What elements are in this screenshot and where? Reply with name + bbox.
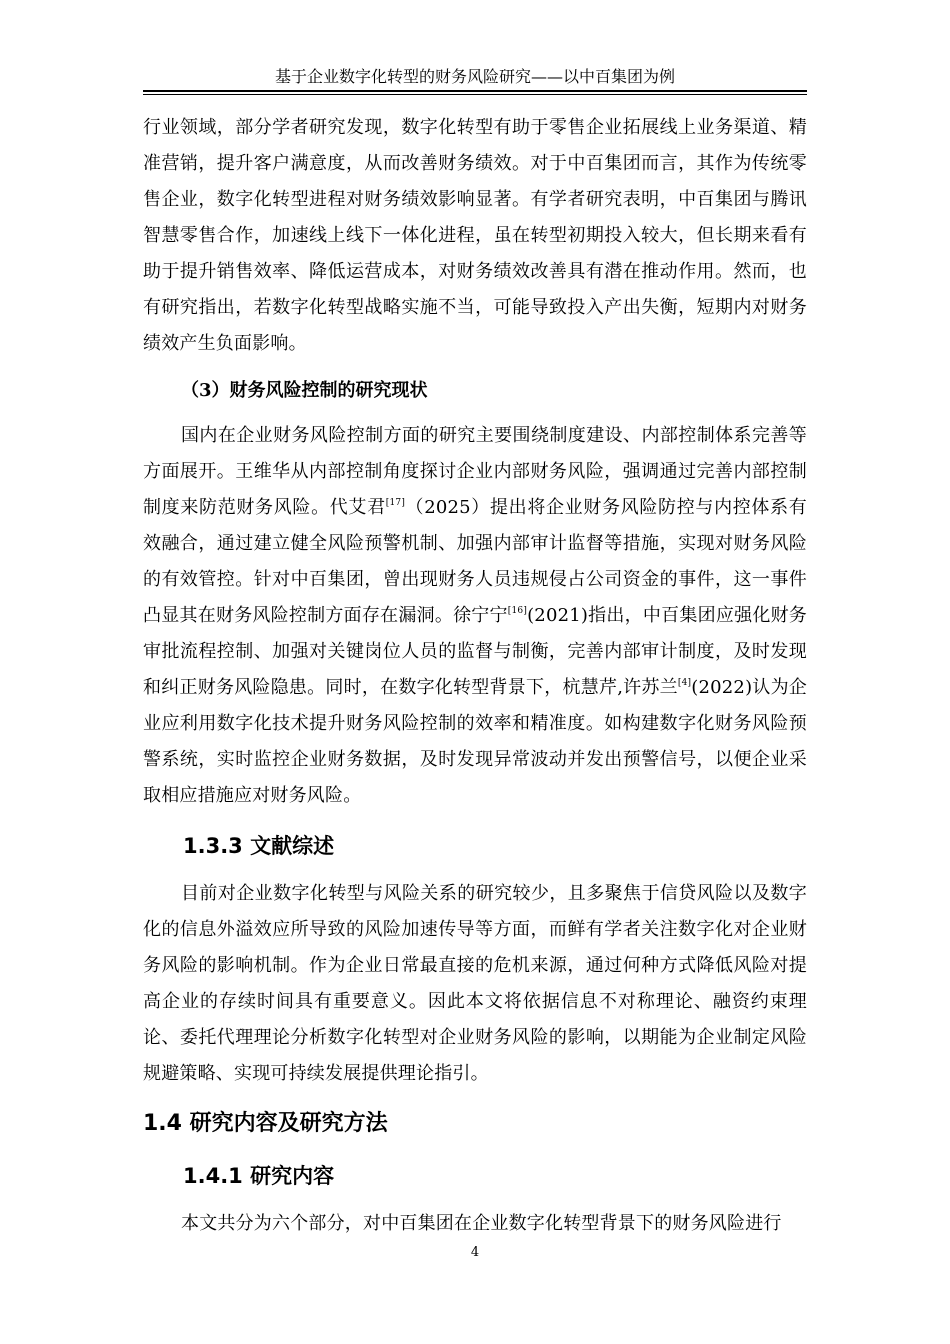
heading-research-content-methods: 1.4 研究内容及研究方法 <box>143 1111 388 1136</box>
heading-literature-review: 1.3.3 文献综述 <box>183 834 335 858</box>
header-rule <box>143 90 807 92</box>
text-segment: (2021)指出，中百集团应强化财务审批流程控制、加强对关键岗位人员的监督与制衡，完善内部审计制度，及时发现和纠正财务风险隐患。同时，在数字化转型背景下，杭慧芹,许苏兰 <box>143 605 808 698</box>
text-segment: （2025）提出将企业财务风险防控与内控体系有效融合，通过建立健全风险预警机制、加强内部审计监督等措施，实现对财务风险的有效管控。针对中百集团，曾出现财务人员违规侵占公司资金的事件，这一事件凸显其在财务风险控制方面存在漏洞。徐宁宁 <box>143 497 807 626</box>
text-segment: (2022)认为企业应利用数字化技术提升财务风险控制的效率和精准度。如构建数字化财务风险预警系统，实时监控企业财务数据，及时发现异常波动并发出预警信号，以便企业采取相应措施应对财务风险。 <box>143 677 808 806</box>
running-header: 基于企业数字化转型的财务风险研究——以中百集团为例 <box>274 67 675 86</box>
paragraph-research-content: 本文共分为六个部分，对中百集团在企业数字化转型背景下的财务风险进行 <box>181 1213 782 1234</box>
subheading-risk-control-status: （3）财务风险控制的研究现状 <box>181 380 428 401</box>
header-rule-thin <box>143 94 807 95</box>
paragraph-risk-control <box>143 418 807 814</box>
document-body <box>143 110 807 1242</box>
text-segment: 国内在企业财务风险控制方面的研究主要围绕制度建设、内部控制体系完善等方面展开。王维华从内部控制角度探讨企业内部财务风险，强调通过完善内部控制制度来防范财务风险。代艾君 <box>143 425 807 518</box>
paragraph-literature-review: 目前对企业数字化转型与风险关系的研究较少，且多聚焦于信贷风险以及数字化的信息外溢效应所导致的风险加速传导等方面，而鲜有学者关注数字化对企业财务风险的影响机制。作为企业日常最直接的危机来源，通过何种方式降低风险对提高企业的存续时间具有重要意义。因此本文将依据信息不对称理论、融资约束理论、委托代理理论分析数字化转型对企业财务风险的影响，以期能为企业制定风险规避策略、实现可持续发展提供理论指引。 <box>143 883 807 1084</box>
citation-17: [17] <box>385 498 406 508</box>
page-number: 4 <box>470 1245 480 1260</box>
paragraph-financial-performance: 行业领域，部分学者研究发现，数字化转型有助于零售企业拓展线上业务渠道、精准营销，提升客户满意度，从而改善财务绩效。对于中百集团而言，其作为传统零售企业，数字化转型进程对财务绩效影响显著。有学者研究表明，中百集团与腾讯智慧零售合作，加速线上线下一体化进程，虽在转型初期投入较大，但长期来看有助于提升销售效率、降低运营成本，对财务绩效改善具有潜在推动作用。然而，也有研究指出，若数字化转型战略实施不当，可能导致投入产出失衡，短期内对财务绩效产生负面影响。 <box>143 117 807 354</box>
citation-16: [16] <box>507 606 528 616</box>
citation-4: [4] <box>677 678 692 688</box>
heading-research-content: 1.4.1 研究内容 <box>183 1164 335 1188</box>
